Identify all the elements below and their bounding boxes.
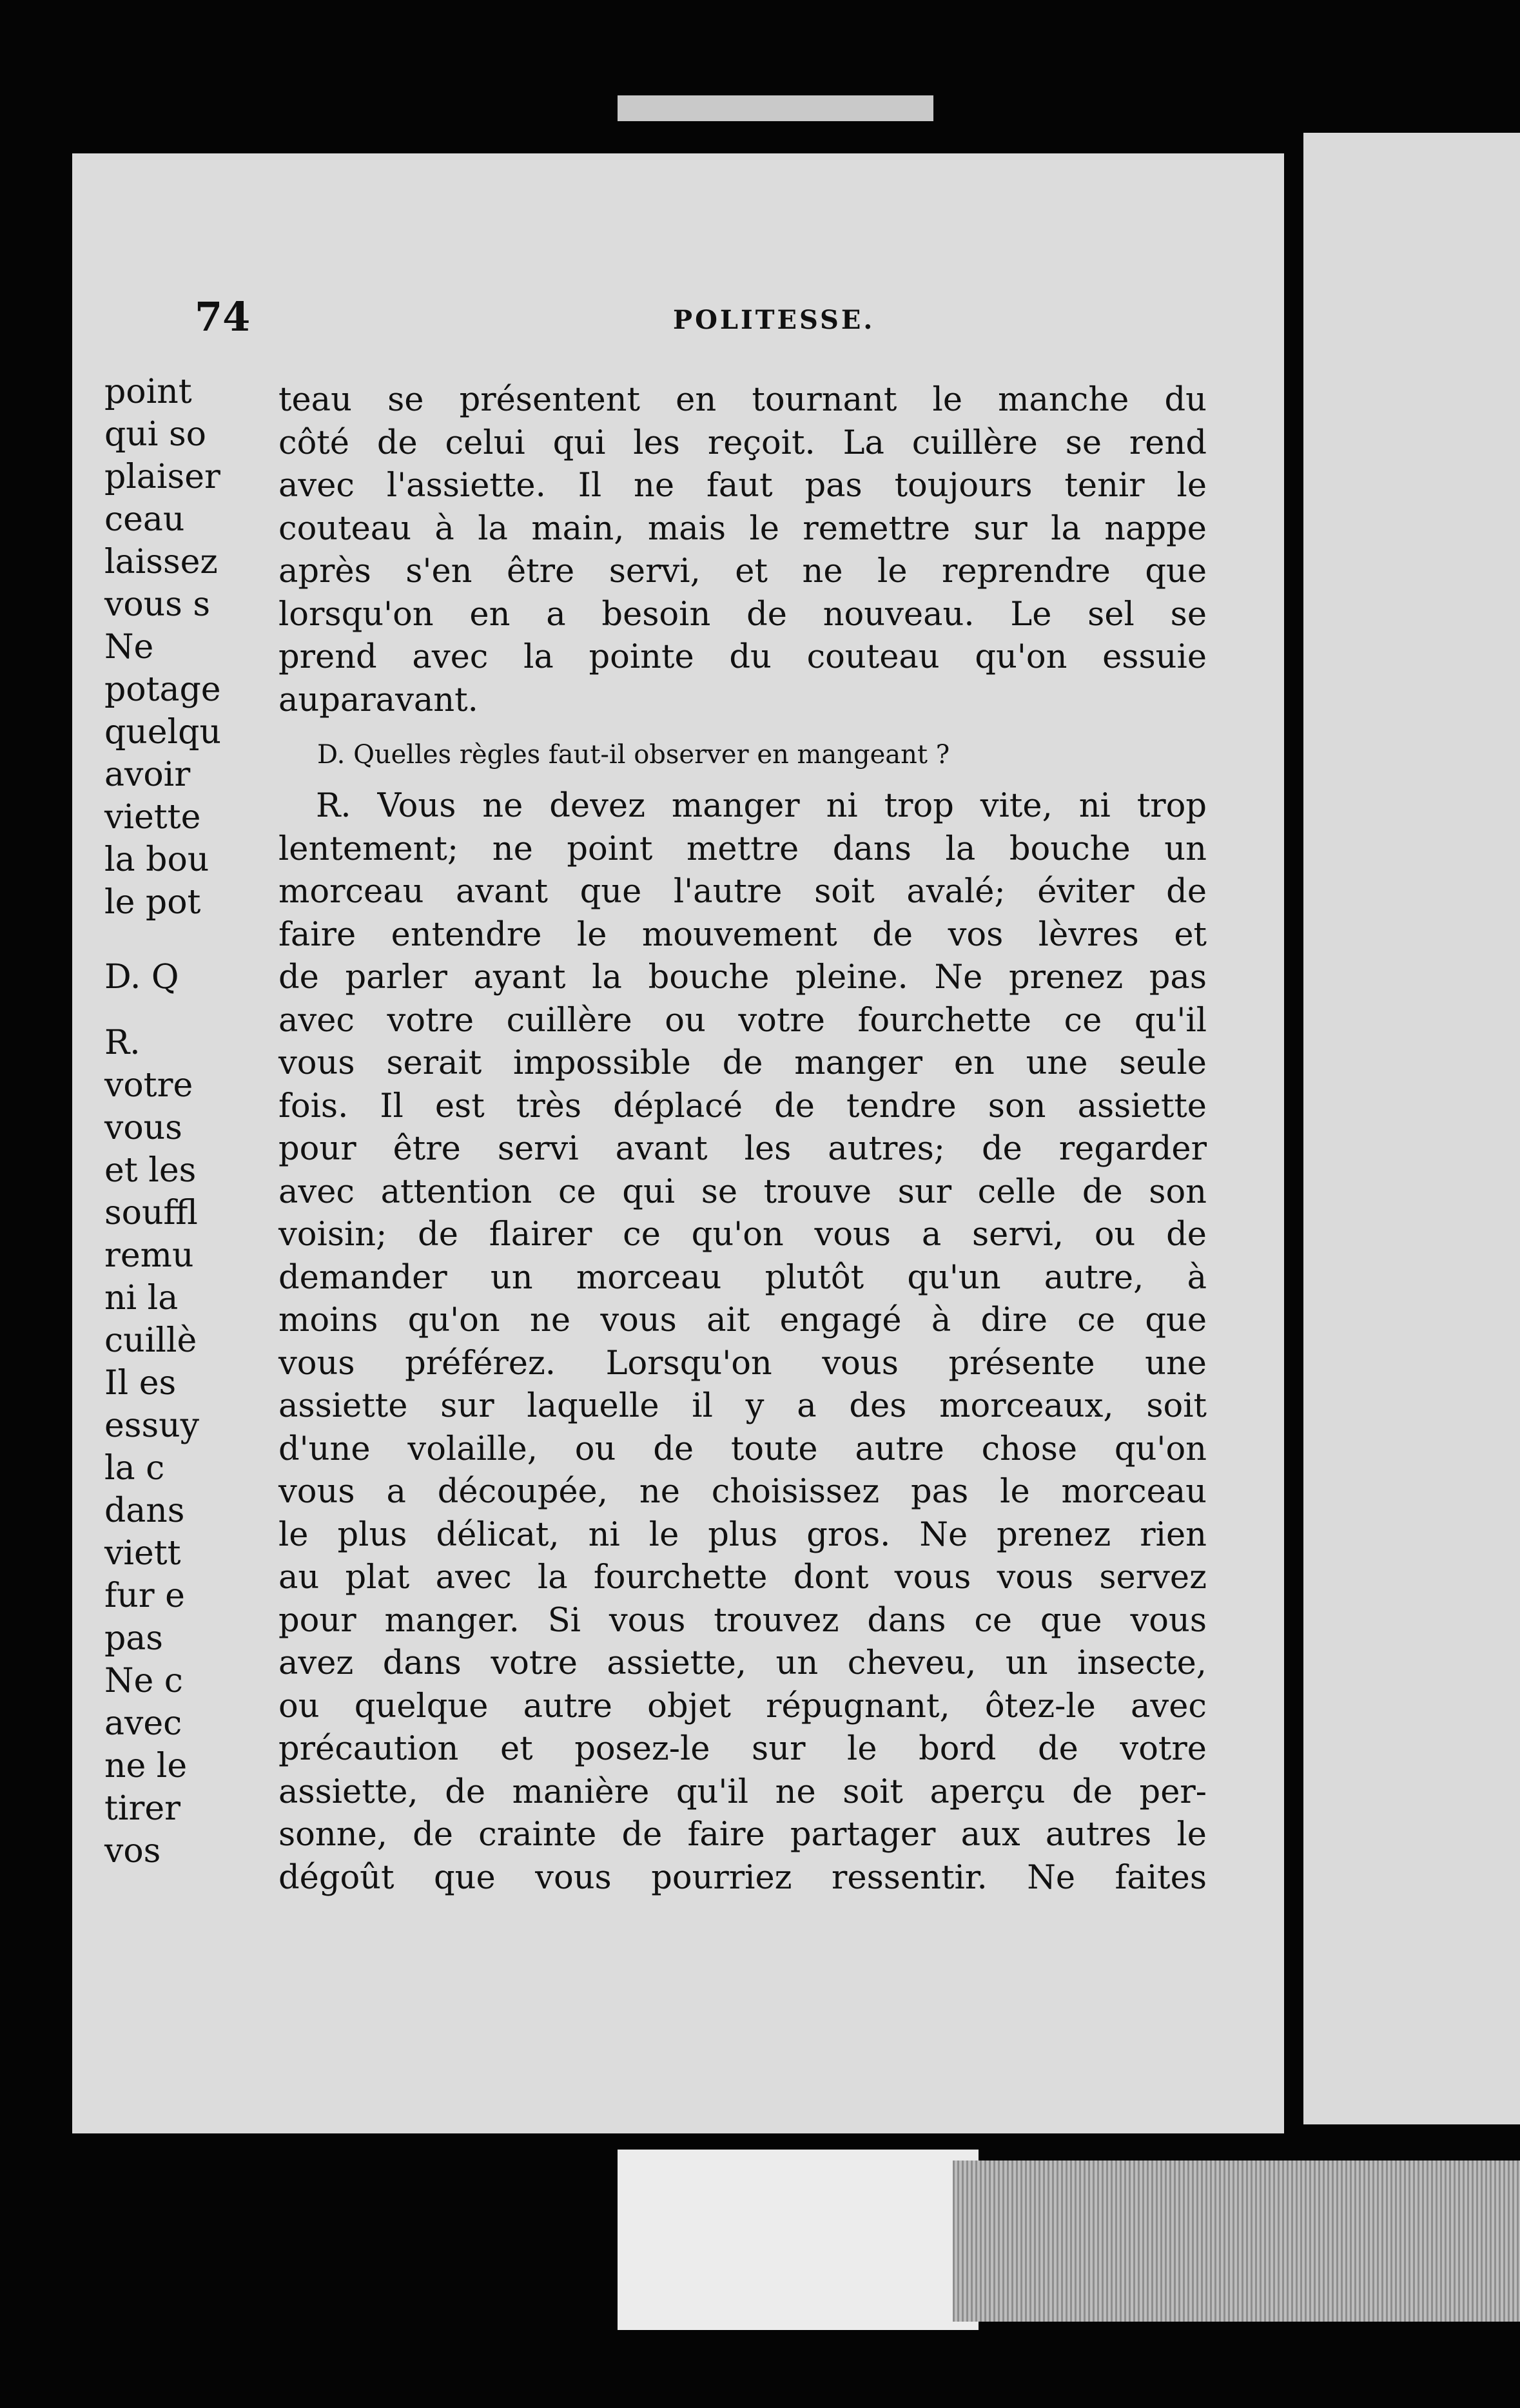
right-page-line: Ne c — [104, 1662, 183, 1700]
right-page-line: avec — [104, 1704, 182, 1743]
text-line: avec votre cuillère ou votre fourchette ce qu'il — [278, 1001, 1207, 1040]
right-page-line: quelqu — [104, 713, 221, 752]
book-page-right — [1303, 133, 1520, 2124]
text-line: assiette sur laquelle il y a des morceaux, soit — [278, 1387, 1207, 1425]
right-page-line: remu — [104, 1236, 194, 1275]
right-page-line: pas — [104, 1619, 163, 1658]
text-line: couteau à la main, mais le remettre sur la nappe — [278, 509, 1207, 548]
right-page-line: fur e — [104, 1577, 185, 1615]
right-page-line: vos — [104, 1832, 161, 1870]
scanner-block-bottom — [618, 2150, 979, 2330]
text-line: R. Vous ne devez manger ni trop vite, ni trop — [316, 787, 1207, 825]
right-page-line: qui so — [104, 415, 206, 454]
right-page-line: ceau — [104, 500, 185, 539]
text-line: ou quelque autre objet répugnant, ôtez-le avec — [278, 1687, 1207, 1725]
text-line: côté de celui qui les reçoit. La cuillère se rend — [278, 423, 1207, 462]
text-line: vous a découpée, ne choisissez pas le morceau — [278, 1473, 1207, 1511]
right-page-line: vous s — [104, 585, 211, 624]
text-line: sonne, de crainte de faire partager aux autres le — [278, 1816, 1207, 1854]
right-page-line: D. Q — [104, 958, 179, 996]
text-line: teau se présentent en tournant le manche du — [278, 381, 1207, 419]
right-page-line: viett — [104, 1534, 181, 1573]
right-page-line: le pot — [104, 883, 201, 922]
right-page-line: potage — [104, 670, 221, 709]
text-line: fois. Il est très déplacé de tendre son assiette — [278, 1087, 1207, 1125]
right-page-line: tirer — [104, 1789, 181, 1828]
page-number: 74 — [195, 293, 251, 340]
right-page-line: et les — [104, 1151, 197, 1190]
right-page-line: essuy — [104, 1406, 200, 1445]
text-line: lentement; ne point mettre dans la bouche un — [278, 830, 1207, 868]
text-line: pour être servi avant les autres; de regarder — [278, 1130, 1207, 1168]
page-header — [195, 293, 1213, 345]
text-line: faire entendre le mouvement de vos lèvres et — [278, 915, 1207, 954]
right-page-line: dans — [104, 1491, 185, 1530]
right-page-line: R. — [104, 1024, 141, 1062]
text-line: avec l'assiette. Il ne faut pas toujours tenir le — [278, 467, 1207, 505]
right-page-line: plaiser — [104, 458, 220, 496]
text-line: assiette, de manière qu'il ne soit aperçu de per- — [278, 1772, 1207, 1811]
scanner-strip-top — [618, 95, 933, 121]
right-page-line: souffl — [104, 1194, 199, 1232]
right-page-line: vous — [104, 1109, 182, 1147]
right-page-line: votre — [104, 1066, 193, 1105]
text-line: lorsqu'on en a besoin de nouveau. Le sel se — [278, 595, 1207, 634]
text-line: au plat avec la fourchette dont vous vous servez — [278, 1558, 1207, 1597]
text-line: vous préférez. Lorsqu'on vous présente une — [278, 1344, 1207, 1383]
text-line: précaution et posez-le sur le bord de votre — [278, 1730, 1207, 1768]
text-line: demander un morceau plutôt qu'un autre, à — [278, 1258, 1207, 1297]
fabric-texture — [953, 2160, 1520, 2322]
text-line: avec attention ce qui se trouve sur celle de son — [278, 1172, 1207, 1211]
paragraph-1 — [278, 379, 1207, 722]
answer-paragraph — [278, 785, 1207, 1899]
text-line: dégoût que vous pourriez ressentir. Ne faites — [278, 1858, 1207, 1897]
right-page-line: point — [104, 373, 192, 411]
text-line: pour manger. Si vous trouvez dans ce que vous — [278, 1601, 1207, 1640]
text-line: moins qu'on ne vous ait engagé à dire ce que — [278, 1301, 1207, 1339]
right-page-line: ne le — [104, 1747, 188, 1785]
text-line: d'une volaille, ou de toute autre chose qu'on — [278, 1430, 1207, 1468]
text-line: le plus délicat, ni le plus gros. Ne prenez rien — [278, 1515, 1207, 1554]
text-line: vous serait impossible de manger en une seule — [278, 1044, 1207, 1082]
text-line: de parler ayant la bouche pleine. Ne prenez pas — [278, 958, 1207, 996]
running-head: POLITESSE. — [673, 305, 875, 335]
right-page-line: laissez — [104, 543, 218, 581]
right-page-line: Il es — [104, 1364, 177, 1403]
right-page-line: la c — [104, 1449, 165, 1488]
text-line: prend avec la pointe du couteau qu'on essuie — [278, 638, 1207, 676]
right-page-line: Ne — [104, 628, 154, 666]
text-line: auparavant. — [278, 681, 478, 719]
text-line: morceau avant que l'autre soit avalé; éviter de — [278, 873, 1207, 911]
right-page-line: avoir — [104, 755, 191, 794]
right-page-line: la bou — [104, 840, 209, 879]
right-page-line: viette — [104, 798, 201, 837]
text-line: voisin; de flairer ce qu'on vous a servi, ou de — [278, 1216, 1207, 1254]
body-text — [278, 379, 1207, 1899]
right-page-line: cuillè — [104, 1321, 197, 1360]
text-line: après s'en être servi, et ne le reprendre que — [278, 552, 1207, 590]
text-line: avez dans votre assiette, un cheveu, un insecte, — [278, 1644, 1207, 1682]
right-page-line: ni la — [104, 1279, 179, 1317]
question-heading: D. Quelles règles faut-il observer en mangeant ? — [317, 740, 950, 770]
